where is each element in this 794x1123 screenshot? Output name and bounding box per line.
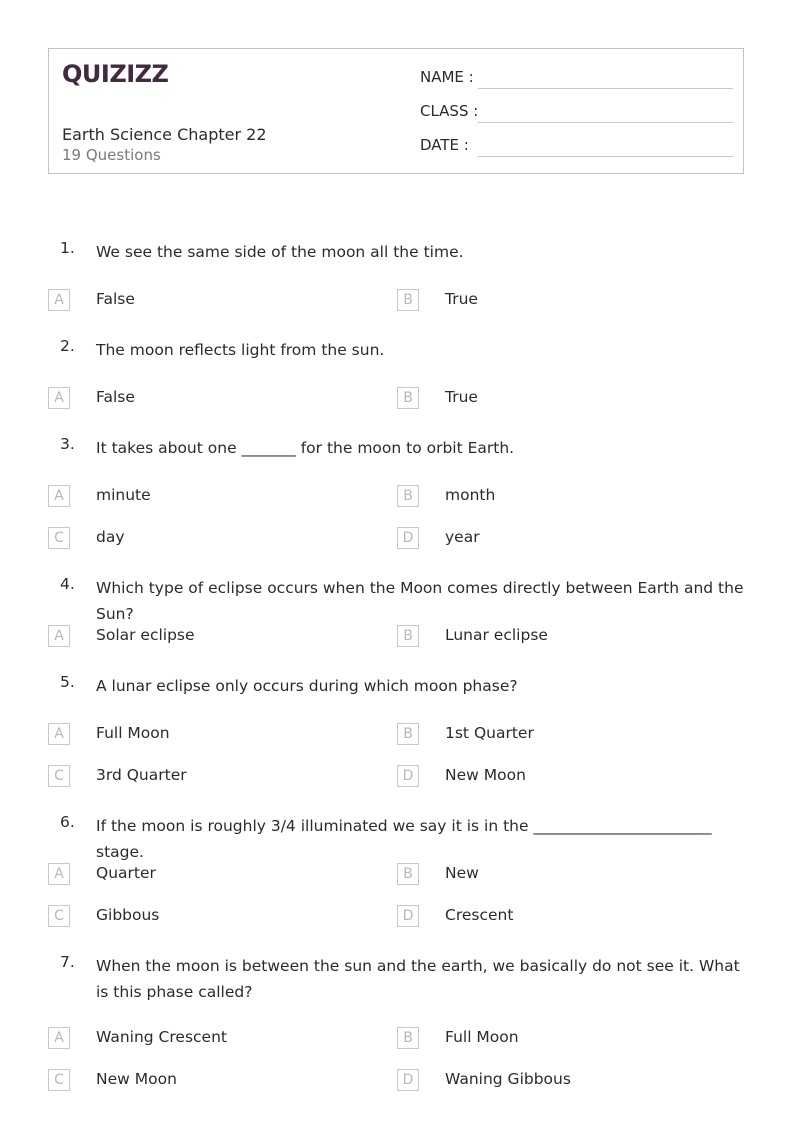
option-letter: C: [48, 905, 70, 927]
option-letter: B: [397, 387, 419, 409]
question-text: It takes about one _______ for the moon to orbit Earth.: [96, 439, 515, 457]
question-number: 7.: [60, 953, 75, 971]
option-text: 3rd Quarter: [96, 766, 187, 784]
option-letter: B: [397, 863, 419, 885]
question-text: The moon reflects light from the sun.: [96, 341, 385, 359]
question-number: 6.: [60, 813, 75, 831]
option-text: Solar eclipse: [96, 626, 195, 644]
worksheet-header: [48, 48, 744, 174]
quizizz-logo: QUIZIZZ: [62, 60, 169, 88]
option-letter: C: [48, 765, 70, 787]
class-label: CLASS :: [420, 102, 479, 120]
option-letter: D: [397, 527, 419, 549]
class-line[interactable]: [478, 122, 733, 123]
question-number: 3.: [60, 435, 75, 453]
option-letter: A: [48, 289, 70, 311]
question-text: We see the same side of the moon all the time.: [96, 243, 464, 261]
option-letter: B: [397, 625, 419, 647]
question-text: If the moon is roughly 3/4 illuminated we say it is in the _______________________ stage.: [96, 817, 712, 861]
option-letter: A: [48, 863, 70, 885]
question-number: 5.: [60, 673, 75, 691]
name-label: NAME :: [420, 68, 474, 86]
option-text: Crescent: [445, 906, 514, 924]
date-label: DATE :: [420, 136, 469, 154]
option-text: day: [96, 528, 125, 546]
option-text: Waning Gibbous: [445, 1070, 571, 1088]
option-text: month: [445, 486, 496, 504]
option-letter: A: [48, 1027, 70, 1049]
option-text: False: [96, 290, 135, 308]
option-text: New Moon: [445, 766, 526, 784]
question-text: A lunar eclipse only occurs during which moon phase?: [96, 677, 518, 695]
option-text: Gibbous: [96, 906, 160, 924]
option-text: True: [445, 388, 478, 406]
question-text: Which type of eclipse occurs when the Moon comes directly between Earth and the Sun?: [96, 579, 744, 623]
option-letter: D: [397, 765, 419, 787]
option-letter: C: [48, 1069, 70, 1091]
option-text: Lunar eclipse: [445, 626, 548, 644]
option-text: Waning Crescent: [96, 1028, 227, 1046]
option-letter: B: [397, 723, 419, 745]
option-letter: A: [48, 387, 70, 409]
option-letter: D: [397, 1069, 419, 1091]
option-text: True: [445, 290, 478, 308]
question-number: 2.: [60, 337, 75, 355]
option-text: Full Moon: [96, 724, 170, 742]
option-letter: C: [48, 527, 70, 549]
option-text: Full Moon: [445, 1028, 519, 1046]
option-text: 1st Quarter: [445, 724, 534, 742]
question-number: 4.: [60, 575, 75, 593]
option-letter: B: [397, 289, 419, 311]
option-letter: B: [397, 485, 419, 507]
option-letter: A: [48, 723, 70, 745]
date-line[interactable]: [478, 156, 733, 157]
name-line[interactable]: [478, 88, 733, 89]
option-letter: A: [48, 485, 70, 507]
option-letter: B: [397, 1027, 419, 1049]
question-text: When the moon is between the sun and the earth, we basically do not see it. What is this phase called?: [96, 957, 740, 1001]
option-text: False: [96, 388, 135, 406]
worksheet-title: Earth Science Chapter 22: [62, 125, 267, 144]
option-letter: A: [48, 625, 70, 647]
question-number: 1.: [60, 239, 75, 257]
question-count: 19 Questions: [62, 146, 161, 164]
option-text: Quarter: [96, 864, 156, 882]
option-text: minute: [96, 486, 151, 504]
option-text: New Moon: [96, 1070, 177, 1088]
option-letter: D: [397, 905, 419, 927]
option-text: New: [445, 864, 479, 882]
option-text: year: [445, 528, 480, 546]
